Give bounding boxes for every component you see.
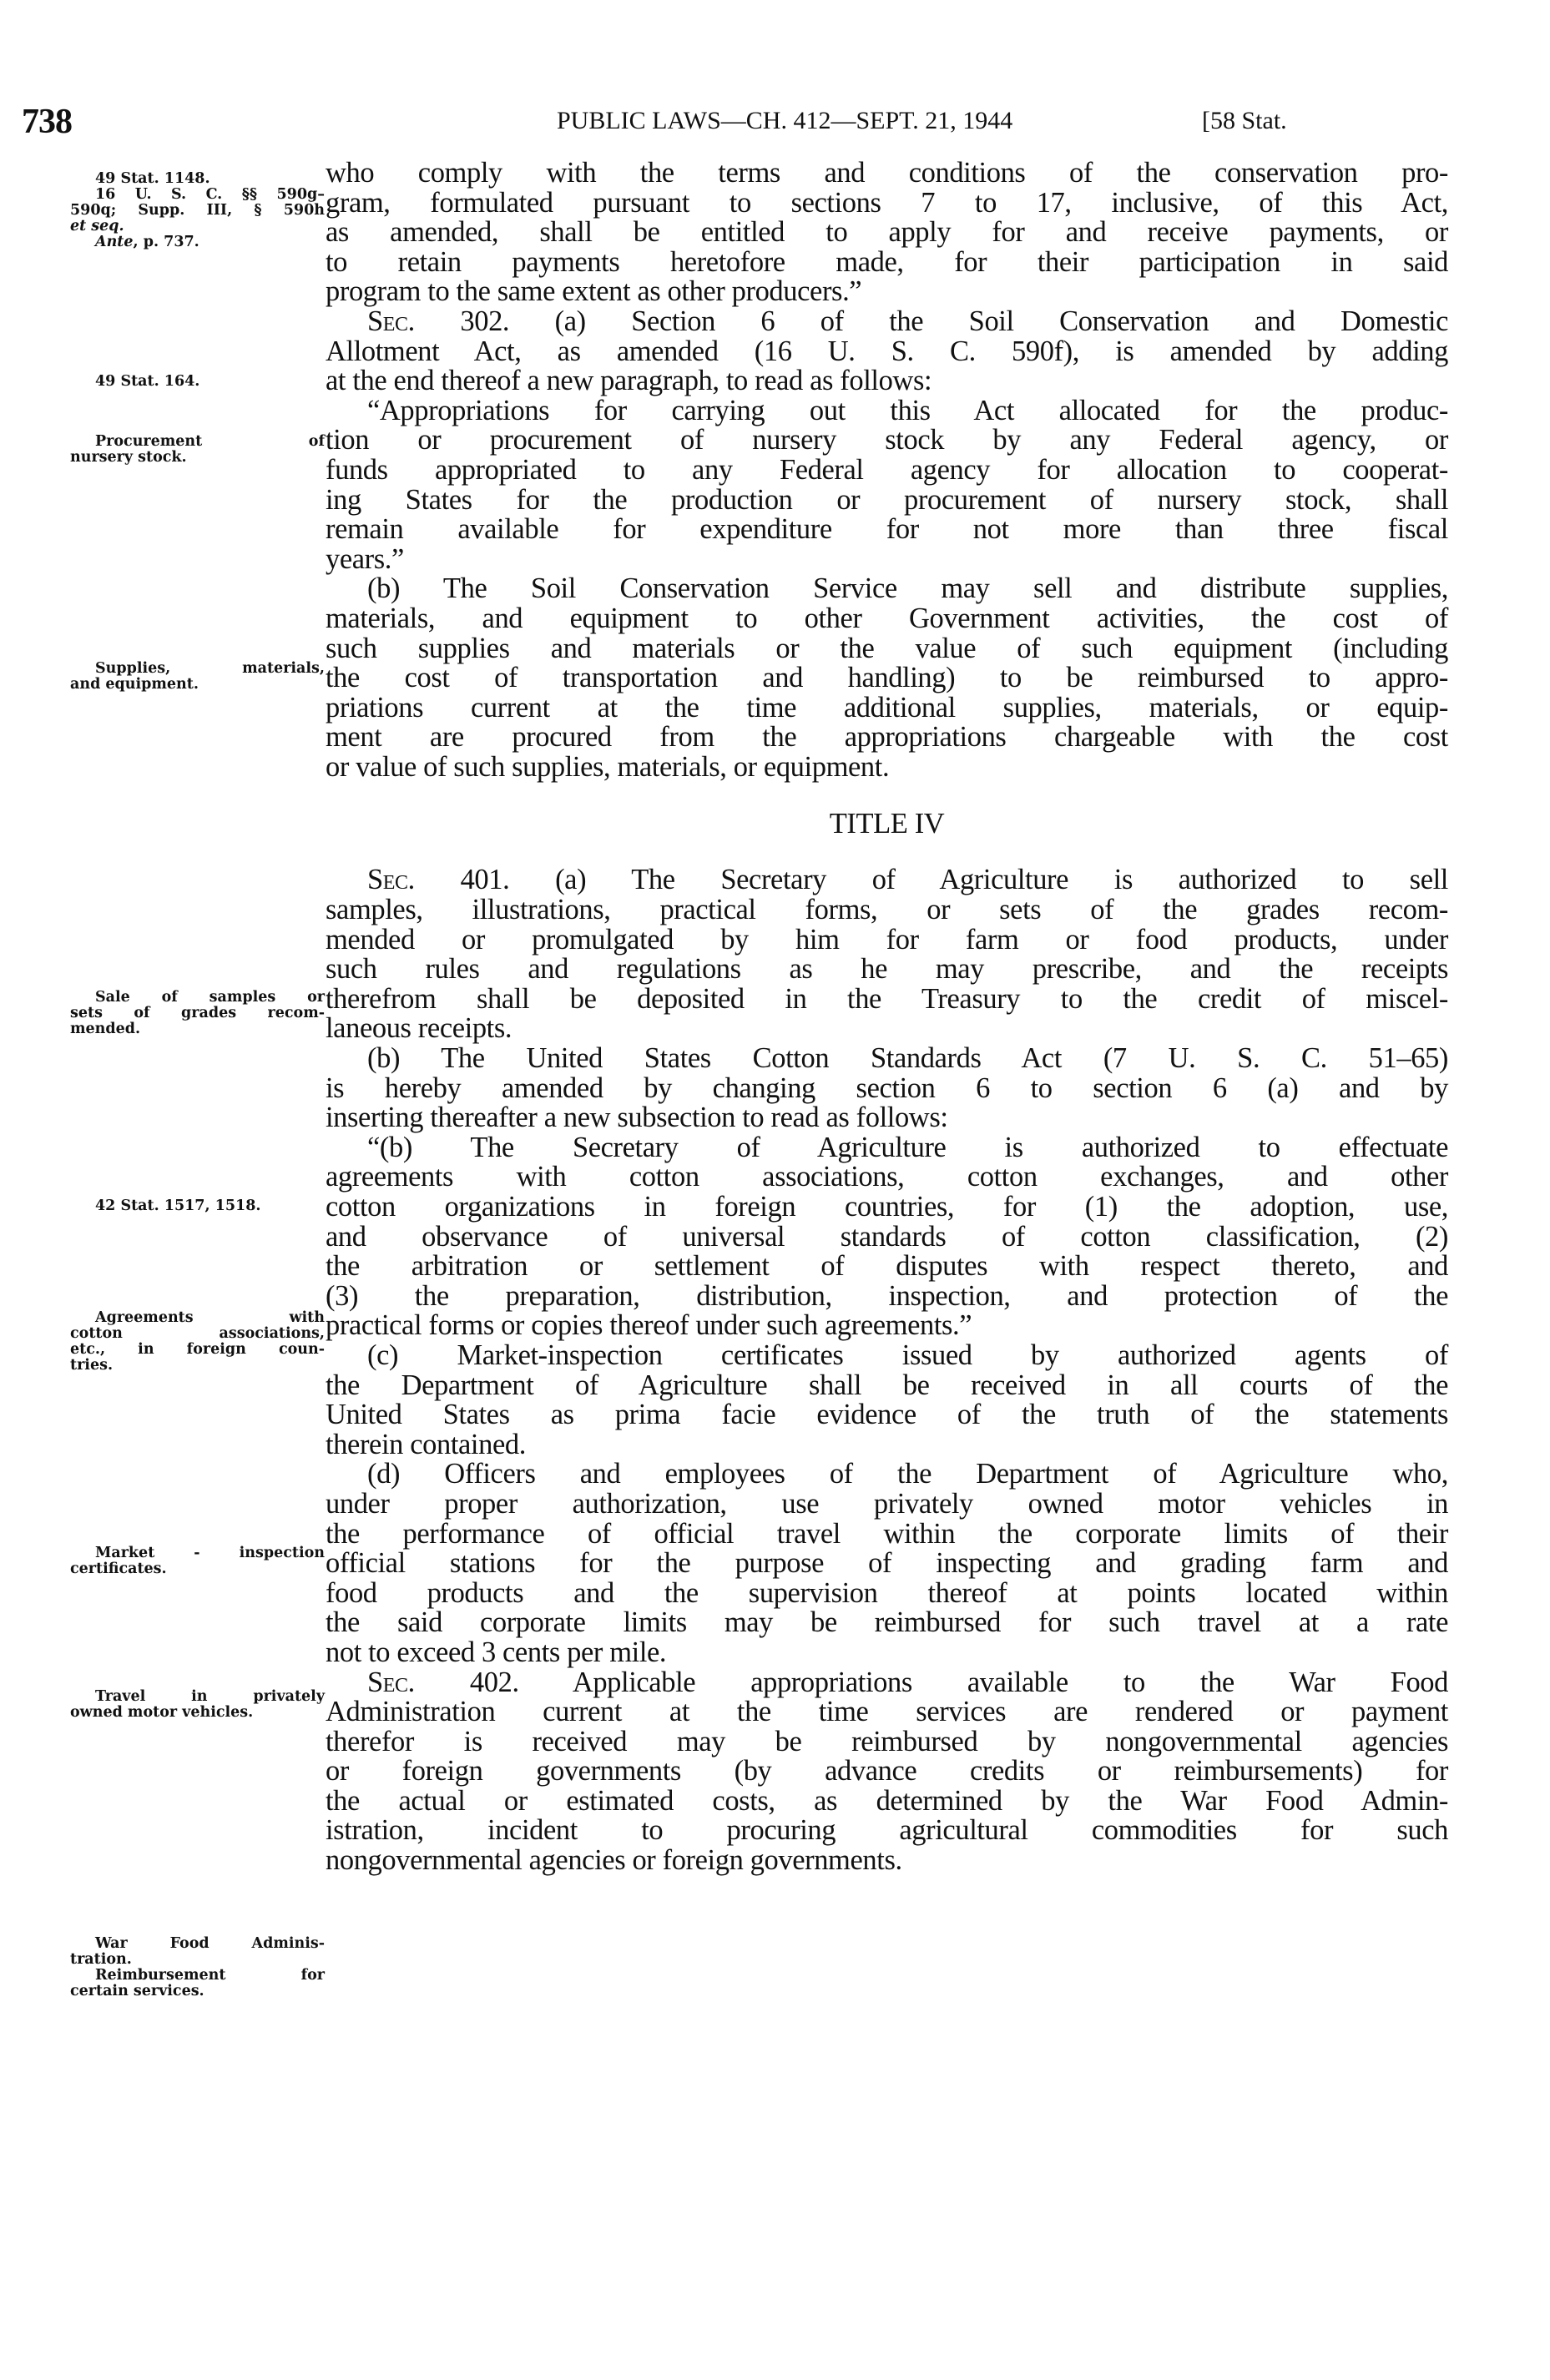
margin-note-line: Procurement of <box>95 433 325 450</box>
margin-note-line: certificates. <box>70 1561 167 1577</box>
section-401-a <box>326 865 1448 1044</box>
margin-note-war-food-admin <box>70 1936 325 1999</box>
text-line: years.” <box>326 542 404 575</box>
text-line: (b) The United States Cotton Standards Act (7 U. S. C. 51–65) <box>367 1042 1448 1075</box>
text-line: therein contained. <box>326 1428 526 1460</box>
text-span: (a) The Secretary of Agriculture is authorized to sell <box>555 864 1448 896</box>
text-line: the actual or estimated costs, as determined by the War Food Admin- <box>326 1784 1448 1817</box>
text-line: gram, formulated pursuant to sections 7 to 17, inclusive, of this Act, <box>326 186 1448 219</box>
text-line: as amended, shall be entitled to apply for and receive payments, or <box>326 216 1448 249</box>
margin-note-line: 49 Stat. 1148. <box>95 170 210 187</box>
section-label: Sec. 302. <box>367 305 510 337</box>
text-line: such supplies and materials or the value of such equipment (including <box>326 632 1448 664</box>
text-line: materials, and equipment to other Government activities, the cost of <box>326 602 1448 634</box>
page-header <box>0 98 1550 140</box>
text-line: nongovernmental agencies or foreign governments. <box>326 1844 902 1877</box>
text-line: tion or procurement of nursery stock by any Federal agency, or <box>326 424 1448 456</box>
margin-note-line: Reimbursement for <box>95 1967 325 1984</box>
title-heading: TITLE IV <box>829 808 945 840</box>
text-line <box>326 1668 1448 1698</box>
text-line: the Department of Agriculture shall be received in all courts of the <box>326 1369 1448 1401</box>
text-line: mended or promulgated by him for farm or food products, under <box>326 923 1448 956</box>
margin-note-line: et seq. <box>70 218 124 234</box>
margin-note-line: Market - inspection <box>95 1545 325 1561</box>
text-line: to retain payments heretofore made, for their participation in said <box>326 245 1448 278</box>
margin-note-agreements-cotton <box>70 1310 325 1374</box>
main-text-column <box>326 159 1448 1876</box>
text-span: Applicable appropriations available to the War Food <box>572 1666 1448 1698</box>
text-line: inserting thereafter a new subsection to read as follows: <box>326 1102 948 1134</box>
text-line: agreements with cotton associations, cotton exchanges, and other <box>326 1161 1448 1193</box>
margin-note-market-inspection <box>70 1545 325 1577</box>
text-line: istration, incident to procuring agricultural commodities for such <box>326 1814 1448 1847</box>
margin-note-line: 16 U. S. C. §§ 590g– <box>95 186 325 203</box>
section-402 <box>326 1668 1448 1876</box>
text-line: samples, illustrations, practical forms, or sets of the grades recom- <box>326 894 1448 926</box>
text-line: and observance of universal standards of cotton classification, (2) <box>326 1220 1448 1253</box>
text-line: the arbitration or settlement of disputes with respect thereto, and <box>326 1250 1448 1283</box>
text-line: priations current at the time additional supplies, materials, or equip- <box>326 691 1448 724</box>
text-line: the cost of transportation and handling) to be reimbursed to appro- <box>326 662 1448 694</box>
margin-note-line: Sale of samples or <box>95 989 325 1006</box>
section-302-a <box>326 307 1448 396</box>
text-line: therefrom shall be deposited in the Treasury to the credit of miscel- <box>326 982 1448 1015</box>
margin-note-supplies-materials <box>70 661 325 693</box>
text-line: (3) the preparation, distribution, inspection, and protection of the <box>326 1279 1448 1312</box>
text-line <box>326 865 1448 895</box>
text-line: program to the same extent as other producers.” <box>326 275 862 308</box>
margin-note-line: Travel in privately <box>95 1688 325 1705</box>
running-head: PUBLIC LAWS—CH. 412—SEPT. 21, 1944 <box>557 107 1013 134</box>
text-line: who comply with the terms and conditions of the conservation pro- <box>326 157 1448 189</box>
text-line: food products and the supervision thereof at points located within <box>326 1576 1448 1609</box>
margin-note-line: owned motor vehicles. <box>70 1704 254 1721</box>
text-line: therefor is received may be reimbursed by nongovernmental agencies <box>326 1725 1448 1757</box>
margin-note-line: etc., in foreign coun- <box>70 1341 325 1358</box>
text-line: practical forms or copies thereof under such agreements.” <box>326 1309 972 1342</box>
text-line: funds appropriated to any Federal agency for allocation to cooperat- <box>326 453 1448 486</box>
page-number: 738 <box>22 103 72 141</box>
margin-note-travel-motor-vehicles <box>70 1689 325 1721</box>
margin-note-line: sets of grades recom- <box>70 1005 325 1021</box>
margin-note-sale-of-samples <box>70 990 325 1037</box>
margin-note-procurement-nursery-stock <box>70 434 325 466</box>
text-line: United States as prima facie evidence of the truth of the statements <box>326 1399 1448 1431</box>
margin-note-line: Agreements with <box>95 1309 325 1326</box>
text-line: cotton organizations in foreign countries, for (1) the adoption, use, <box>326 1191 1448 1223</box>
text-line: (c) Market-inspection certificates issued by authorized agents of <box>367 1339 1448 1371</box>
margin-note-line: cotton associations, <box>70 1325 325 1342</box>
text-line: “(b) The Secretary of Agriculture is authorized to effectuate <box>367 1131 1448 1163</box>
margin-note-line: mended. <box>70 1021 141 1037</box>
margin-note-line: War Food Adminis- <box>95 1935 325 1952</box>
paragraph-continuation <box>326 159 1448 307</box>
section-401-c <box>326 1341 1448 1460</box>
text-line: the said corporate limits may be reimbursed for such travel at a rate <box>326 1606 1448 1639</box>
section-label: Sec. 402. <box>367 1666 519 1698</box>
text-line: remain available for expenditure for not more than three fiscal <box>326 513 1448 546</box>
text-line: not to exceed 3 cents per mile. <box>326 1636 667 1668</box>
text-line: the performance of official travel within the corporate limits of their <box>326 1517 1448 1550</box>
section-401-b <box>326 1044 1448 1133</box>
text-line: Allotment Act, as amended (16 U. S. C. 590f), is amended by adding <box>326 335 1448 367</box>
section-401-b-quoted-amendment <box>326 1133 1448 1341</box>
text-span: (a) Section 6 of the Soil Conservation and Domestic <box>554 305 1448 337</box>
margin-note-statute-refs <box>70 171 325 250</box>
text-line: under proper authorization, use privately owned motor vehicles in <box>326 1487 1448 1520</box>
margin-note-line: 42 Stat. 1517, 1518. <box>95 1198 261 1214</box>
margin-note-42-stat-1517 <box>70 1198 325 1214</box>
text-line: such rules and regulations as he may prescribe, and the receipts <box>326 953 1448 986</box>
text-line <box>326 307 1448 337</box>
text-line: or foreign governments (by advance credits or reimbursements) for <box>326 1755 1448 1788</box>
text-line: “Appropriations for carrying out this Act allocated for the produc- <box>367 394 1448 426</box>
text-line: (b) The Soil Conservation Service may sell and distribute supplies, <box>367 572 1448 605</box>
section-401-d <box>326 1460 1448 1667</box>
text-line: official stations for the purpose of inspecting and grading farm and <box>326 1547 1448 1580</box>
margin-note-line: certain services. <box>70 1983 204 1999</box>
text-line: at the end thereof a new paragraph, to read as follows: <box>326 365 932 397</box>
section-302-b <box>326 574 1448 782</box>
text-line: Administration current at the time services are rendered or payment <box>326 1696 1448 1728</box>
text-line: ing States for the production or procurement of nursery stock, shall <box>326 483 1448 516</box>
margin-note-line: 590q; Supp. III, § 590h <box>70 202 325 219</box>
text-line: ment are procured from the appropriations chargeable with the cost <box>326 721 1448 754</box>
volume-reference: [58 Stat. <box>1202 107 1287 134</box>
ante-label: Ante <box>95 234 134 250</box>
text-line: or value of such supplies, materials, or equipment. <box>326 750 890 783</box>
text-line: laneous receipts. <box>326 1012 512 1045</box>
margin-note-line: Ante, p. 737. <box>95 234 199 250</box>
margin-note-line: and equipment. <box>70 676 199 693</box>
margin-note-line: nursery stock. <box>70 449 187 466</box>
margin-note-line: Supplies, materials, <box>95 660 325 677</box>
margin-note-line: tries. <box>70 1357 114 1374</box>
margin-note-49-stat-164 <box>70 374 325 390</box>
margin-note-line: 49 Stat. 164. <box>95 373 200 390</box>
text-line: is hereby amended by changing section 6 to section 6 (a) and by <box>326 1072 1448 1104</box>
margin-note-line: tration. <box>70 1951 132 1968</box>
section-302-a-quoted-amendment <box>326 396 1448 575</box>
text-line: (d) Officers and employees of the Department of Agriculture who, <box>367 1458 1448 1490</box>
section-label: Sec. 401. <box>367 864 510 896</box>
